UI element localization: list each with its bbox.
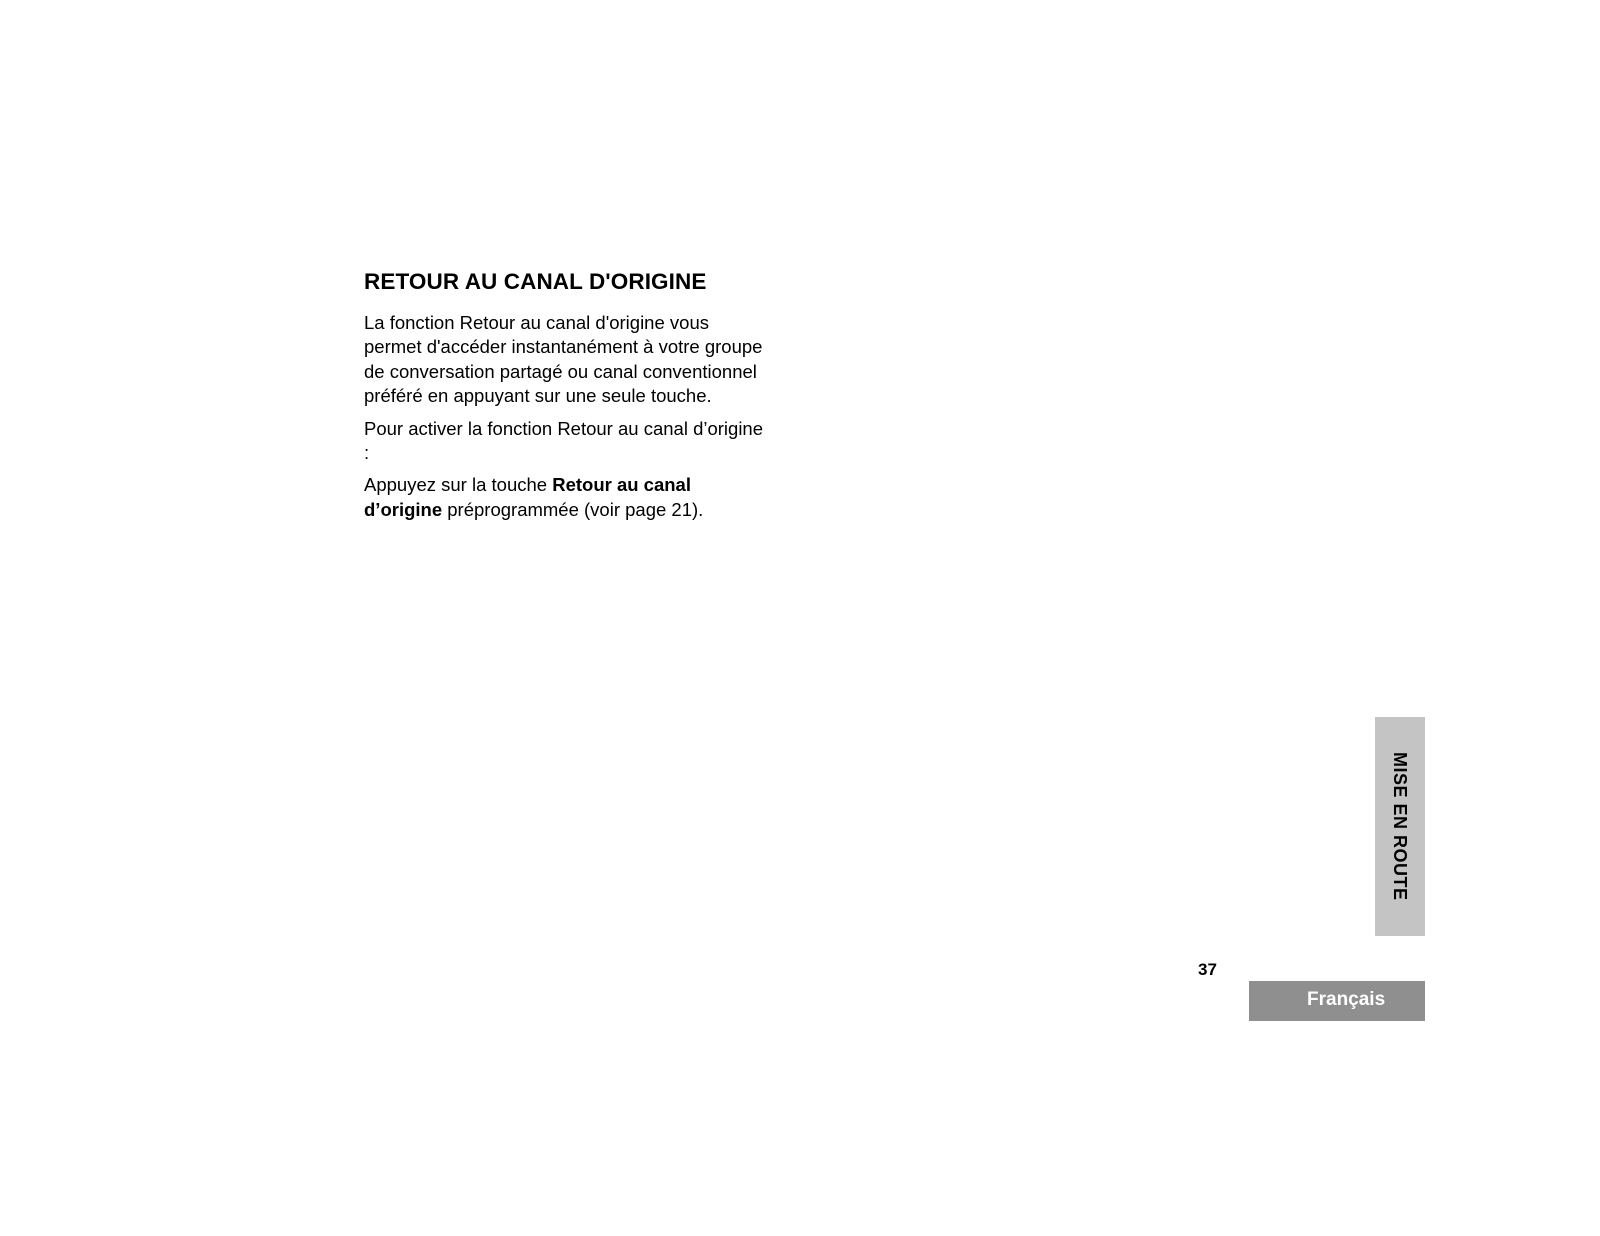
section-title: RETOUR AU CANAL D'ORIGINE <box>364 269 707 294</box>
instruction-suffix: préprogrammée (voir page 21). <box>442 498 704 520</box>
instruction-prefix: Appuyez sur la touche <box>364 474 553 496</box>
page-number: 37 <box>1198 960 1217 979</box>
intro-paragraph: La fonction Retour au canal d'origine vous permet d'accéder instantanément à votre groupe de conversation partagé ou canal conventionnel préféré en appuyant sur une seule touche. <box>364 312 763 407</box>
chapter-side-tab <box>1375 717 1425 936</box>
instruction-paragraph <box>364 473 764 522</box>
instruction-key-name: Retour au canal d’origine <box>364 474 691 520</box>
language-label: Français <box>1307 989 1386 1010</box>
main-content <box>364 267 764 530</box>
language-bar <box>1249 981 1425 1021</box>
chapter-tab-label: MISE EN ROUTE <box>1390 752 1410 901</box>
activation-paragraph: Pour activer la fonction Retour au canal d’origine : <box>364 417 764 464</box>
